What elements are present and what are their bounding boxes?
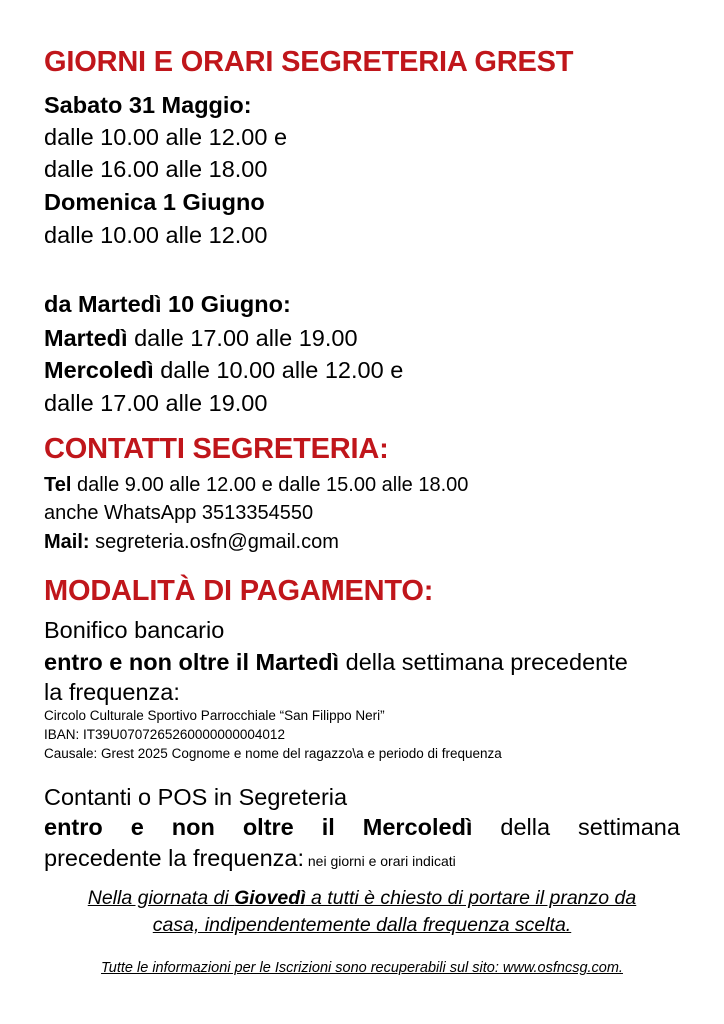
iban: IBAN: IT39U0707265260000000004012 bbox=[44, 727, 285, 742]
lunch-note-post: a tutti è chiesto di portare il pranzo da bbox=[305, 887, 637, 909]
mail-address: segreteria.osfn@gmail.com bbox=[89, 531, 339, 553]
cash-word: e bbox=[130, 814, 144, 840]
wednesday-day: Mercoledì bbox=[44, 357, 154, 383]
schedule-heading: GIORNI E ORARI SEGRETERIA GREST bbox=[44, 46, 574, 78]
mail-label: Mail: bbox=[44, 531, 90, 553]
phone-label: Tel bbox=[44, 474, 72, 496]
cash-word: oltre bbox=[242, 814, 294, 840]
mail-line bbox=[44, 531, 339, 554]
cash-word: il bbox=[321, 814, 335, 840]
cash-deadline-line-2 bbox=[44, 845, 456, 872]
cash-deadline-line bbox=[44, 814, 680, 841]
cash-word: della bbox=[500, 814, 551, 840]
cash-deadline-text: precedente la frequenza: bbox=[44, 845, 304, 871]
cash-word: settimana bbox=[578, 814, 680, 840]
tuesday-hours: dalle 17.00 alle 19.00 bbox=[127, 325, 358, 351]
cash-pos-label: Contanti o POS in Segreteria bbox=[44, 784, 348, 810]
saturday-label: Sabato 31 Maggio: bbox=[44, 92, 252, 118]
bank-deadline-line bbox=[44, 649, 628, 676]
lunch-note-day: Giovedì bbox=[234, 887, 306, 909]
bank-deadline-line-2: la frequenza: bbox=[44, 679, 180, 705]
bank-deadline-bold: entro e non oltre il Martedì bbox=[44, 649, 340, 675]
phone-line bbox=[44, 474, 468, 497]
lunch-note-pre: Nella giornata di bbox=[87, 887, 235, 909]
wednesday-hours-2: dalle 17.00 alle 19.00 bbox=[44, 390, 268, 416]
contacts-heading: CONTATTI SEGRETERIA: bbox=[44, 433, 389, 465]
payment-reference: Causale: Grest 2025 Cognome e nome del ragazzo\a e periodo di frequenza bbox=[44, 746, 502, 761]
tuesday-hours-line bbox=[44, 325, 358, 352]
payment-heading: MODALITÀ DI PAGAMENTO: bbox=[44, 575, 434, 607]
lunch-note-line-1 bbox=[0, 887, 724, 910]
lunch-note-line-2: casa, indipendentemente dalla frequenza scelta. bbox=[152, 914, 572, 936]
beneficiary: Circolo Culturale Sportivo Parrocchiale “San Filippo Neri” bbox=[44, 708, 385, 723]
bank-deadline-rest: della settimana precedente bbox=[339, 649, 628, 675]
bank-transfer-label: Bonifico bancario bbox=[44, 617, 225, 643]
wednesday-hours-line bbox=[44, 357, 403, 384]
saturday-hours-1: dalle 10.00 alle 12.00 e bbox=[44, 124, 288, 150]
tuesday-day: Martedì bbox=[44, 325, 128, 351]
sunday-hours: dalle 10.00 alle 12.00 bbox=[44, 222, 268, 248]
sunday-label: Domenica 1 Giugno bbox=[44, 189, 265, 215]
cash-deadline-note: nei giorni e orari indicati bbox=[304, 853, 456, 869]
phone-hours: dalle 9.00 alle 12.00 e dalle 15.00 alle 18.00 bbox=[71, 474, 469, 496]
cash-word: entro bbox=[44, 814, 103, 840]
info-website-note: Tutte le informazioni per le Iscrizioni sono recuperabili sul sito: www.osfncsg.com. bbox=[101, 960, 623, 976]
saturday-hours-2: dalle 16.00 alle 18.00 bbox=[44, 156, 268, 182]
from-tuesday-label: da Martedì 10 Giugno: bbox=[44, 291, 291, 317]
whatsapp-line: anche WhatsApp 3513354550 bbox=[44, 502, 314, 524]
cash-word: non bbox=[171, 814, 215, 840]
wednesday-hours: dalle 10.00 alle 12.00 e bbox=[153, 357, 404, 383]
cash-word: Mercoledì bbox=[362, 814, 473, 840]
